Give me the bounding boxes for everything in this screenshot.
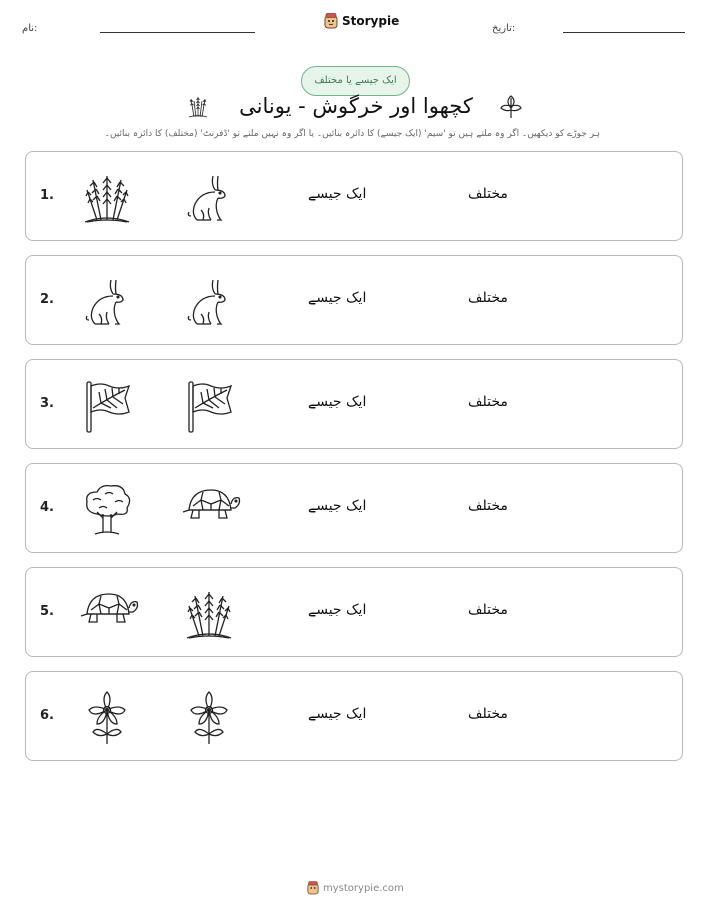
page-title: کچھوا اور خرگوش - یونانی <box>239 94 473 118</box>
different-option[interactable]: مختلف <box>468 186 508 202</box>
tortoise-icon <box>79 586 135 642</box>
pair-row-6 <box>25 671 683 761</box>
brand-logo <box>324 13 399 29</box>
storypie-mascot-icon <box>324 13 338 29</box>
leaf-flag-icon <box>79 378 135 434</box>
rabbit-icon <box>181 274 237 330</box>
different-option[interactable]: مختلف <box>468 706 508 722</box>
worksheet-type-badge: ایک جیسے یا مختلف <box>301 66 410 96</box>
instructions: ہر جوڑے کو دیکھیں۔ اگر وہ ملتے ہیں تو 'سیم' (ایک جیسے) کا دائرہ بنائیں۔ یا اگر وہ نہیں ملتے تو 'ڈفرنٹ' (مختلف) کا دائرہ بنائیں۔ <box>104 129 600 139</box>
leaf-title-icon <box>499 92 523 120</box>
flower-icon <box>79 690 135 746</box>
storypie-mascot-icon <box>307 881 319 895</box>
rabbit-icon <box>181 170 237 226</box>
row-number: 1. <box>40 188 54 203</box>
different-option[interactable]: مختلف <box>468 394 508 410</box>
name-label: نام: <box>22 23 38 34</box>
same-option[interactable]: ایک جیسے <box>308 498 367 514</box>
different-option[interactable]: مختلف <box>468 498 508 514</box>
rabbit-icon <box>79 274 135 330</box>
tortoise-icon <box>181 482 237 538</box>
pair-row-4 <box>25 463 683 553</box>
row-number: 3. <box>40 396 54 411</box>
row-number: 2. <box>40 292 54 307</box>
different-option[interactable]: مختلف <box>468 602 508 618</box>
row-number: 6. <box>40 708 54 723</box>
tree-icon <box>79 482 135 538</box>
flower-icon <box>181 690 237 746</box>
row-number: 5. <box>40 604 54 619</box>
pair-row-3 <box>25 359 683 449</box>
footer-url: mystorypie.com <box>323 882 404 894</box>
wheat-title-icon <box>184 91 212 121</box>
pair-row-1 <box>25 151 683 241</box>
name-line[interactable] <box>100 32 255 33</box>
brand-name: Storypie <box>342 14 400 28</box>
same-option[interactable]: ایک جیسے <box>308 290 367 306</box>
date-line[interactable] <box>563 32 685 33</box>
same-option[interactable]: ایک جیسے <box>308 186 367 202</box>
wheat-icon <box>79 170 135 226</box>
same-option[interactable]: ایک جیسے <box>308 602 367 618</box>
pair-row-2 <box>25 255 683 345</box>
same-option[interactable]: ایک جیسے <box>308 394 367 410</box>
same-option[interactable]: ایک جیسے <box>308 706 367 722</box>
leaf-flag-icon <box>181 378 237 434</box>
date-label: تاریخ: <box>492 23 516 34</box>
pair-row-5 <box>25 567 683 657</box>
row-number: 4. <box>40 500 54 515</box>
footer <box>307 881 404 895</box>
wheat-icon <box>181 586 237 642</box>
different-option[interactable]: مختلف <box>468 290 508 306</box>
